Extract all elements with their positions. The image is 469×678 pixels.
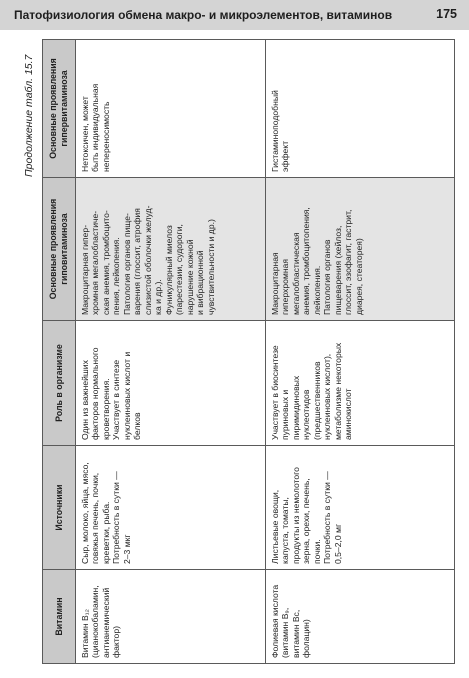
cell-text-line: белков (132, 412, 143, 440)
cell-text-line: Нетоксичен, может (80, 96, 90, 172)
cell-text-line: 0,5–2,0 мг (332, 523, 343, 564)
cell-text-line: продукты из немолотого (290, 467, 301, 564)
cell-text-line: слизистой оболочки желуд- (142, 205, 153, 315)
cell-text-line: непереносимость (100, 101, 111, 172)
cell-hypovitaminosis (76, 178, 266, 321)
cell-text-line: Витамин B₁₂ (80, 609, 90, 658)
cell-role (76, 321, 266, 446)
cell-text-line: пуриновых и (280, 389, 291, 440)
vitamin-table (42, 39, 455, 664)
cell-text-line: ская анемия, тромбоцито- (100, 210, 111, 315)
cell-sources (266, 446, 455, 570)
cell-text-line: Потребность в сутки — (322, 471, 333, 564)
rotated-table-container (42, 40, 455, 664)
column-header-hypervitaminosis: Основные проявления гипервитаминоза (43, 40, 76, 178)
cell-text-line: витамин Bс, (290, 609, 301, 658)
cell-text-line: капуста, томаты, (280, 497, 291, 564)
column-header-hypovitaminosis: Основные проявления гиповитаминоза (43, 178, 76, 321)
cell-text-line: фактор) (111, 626, 122, 658)
cell-text-line: нуклеиновых кислот и (121, 351, 132, 440)
cell-vitamin (76, 570, 266, 664)
cell-text-line: аминокислот (343, 388, 354, 440)
page-header (0, 0, 469, 30)
cell-text-line: Макроцитарная гипер- (80, 224, 90, 315)
cell-vitamin (266, 570, 455, 664)
cell-text-line: (витамин B₉, (280, 607, 291, 658)
cell-hypervitaminosis (76, 40, 266, 178)
column-header-role: Роль в организме (43, 321, 76, 446)
cell-text-line: (предшественников (311, 361, 322, 440)
cell-text-line: диарея, стеаторея) (353, 238, 364, 315)
cell-text-line: эффект (280, 140, 291, 172)
column-header-vitamin: Витамин (43, 570, 76, 664)
cell-text-line: Фуникулярный миелоз (163, 225, 174, 315)
cell-text-line: чувствительности и др.) (205, 219, 216, 315)
column-header-sources: Источники (43, 446, 76, 570)
cell-text-line: нуклеиновых кислот), (322, 353, 333, 440)
cell-text-line: (цианокобаламин, (90, 585, 101, 658)
cell-text-line: Фолиевая кислота (270, 584, 280, 658)
cell-text-line: (парестезии, судороги, (174, 224, 185, 315)
cell-text-line: глоссит, эзофагит, гастрит, (343, 209, 354, 315)
cell-text-line: Потребность в сутки — (111, 471, 122, 564)
cell-text-line: Макроцитарная (270, 252, 280, 315)
cell-text-line: ка и др.). (153, 279, 164, 315)
cell-hypervitaminosis (266, 40, 455, 178)
cell-text-line: кроветворения. (100, 378, 111, 440)
table-header-row (43, 40, 76, 664)
cell-text-line: варения (глоссит, атрофия (132, 208, 143, 315)
cell-text-line: анемия, тромбоцитопения, (301, 207, 312, 315)
page-header-title: Патофизиология обмена макро- и микроэлементов, витаминов (14, 8, 393, 22)
cell-text-line: быть индивидуальная (90, 83, 101, 172)
cell-text-line: хромная мегалобластиче- (90, 210, 101, 315)
continuation-label-text: Продолжение табл. 15.7 (23, 54, 35, 177)
cell-text-line: 2–3 мкг (121, 534, 132, 564)
table-continuation-label (23, 42, 35, 177)
cell-text-line: антианемический (100, 587, 111, 658)
cell-text-line: Патология органов (322, 239, 333, 315)
cell-text-line: и вибрационной (195, 250, 206, 315)
table-row (76, 40, 266, 664)
cell-text-line: Листьевые овощи, (270, 489, 280, 564)
cell-sources (76, 446, 266, 570)
cell-text-line: креветки, рыба. (100, 501, 111, 564)
cell-text-line: мегалобластическая (290, 232, 301, 315)
table-row (266, 40, 455, 664)
cell-text-line: зерна, орехи, печень, (301, 478, 312, 564)
cell-text-line: метаболизме некоторых (332, 342, 343, 440)
cell-text-line: факторов нормального (90, 347, 101, 440)
cell-text-line: Участвует в синтезе (111, 359, 122, 440)
cell-text-line: пищеварения (хейлоз, (332, 225, 343, 315)
cell-text-line: почки. (311, 539, 322, 564)
cell-role (266, 321, 455, 446)
cell-text-line: Гистаминоподобный (270, 90, 280, 172)
cell-text-line: пиримидиновых (290, 375, 301, 440)
cell-text-line: нуклеотидов (301, 389, 312, 440)
page-number: 175 (436, 7, 457, 21)
cell-text-line: Патология органов пище- (121, 213, 132, 315)
cell-text-line: гиперхромная (280, 259, 291, 315)
cell-hypovitaminosis (266, 178, 455, 321)
cell-text-line: фолацин) (301, 619, 312, 658)
cell-text-line: Один из важнейших (80, 360, 90, 440)
cell-text-line: Участвует в биосинтезе (270, 345, 280, 440)
cell-text-line: пения, лейкопения. (111, 237, 122, 315)
cell-text-line: лейкопения. (311, 265, 322, 315)
cell-text-line: Сыр, молоко, яйца, мясо, (80, 462, 90, 564)
cell-text-line: говяжья печень, почки, (90, 472, 101, 564)
cell-text-line: нарушение кожной (184, 239, 195, 315)
